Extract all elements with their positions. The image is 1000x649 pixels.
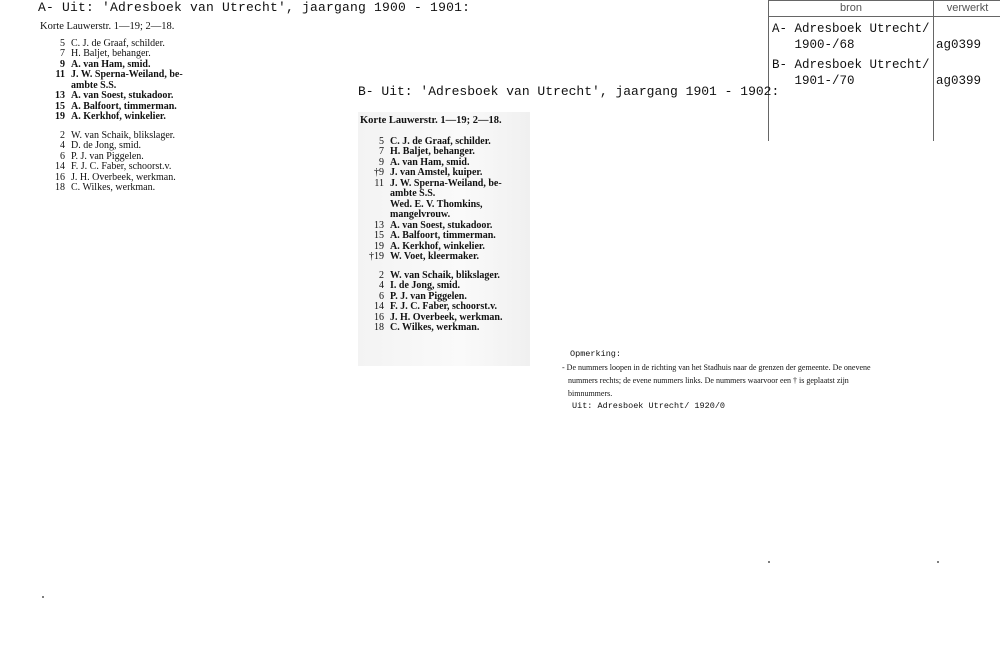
column-divider xyxy=(933,16,934,141)
house-number: 18 xyxy=(374,322,384,333)
title-b: B- Uit: 'Adresboek van Utrecht', jaargang 1901 - 1902: xyxy=(358,84,780,99)
list-item xyxy=(38,91,218,102)
list-item xyxy=(38,112,218,123)
speck xyxy=(42,596,44,598)
house-number: 13 xyxy=(55,90,65,101)
house-number: 13 xyxy=(374,219,384,231)
house-number: 9 xyxy=(379,156,384,168)
resident-text: ambte S.S. xyxy=(71,79,117,91)
resident-text: A. van Soest, stukadoor. xyxy=(71,90,174,101)
list-item xyxy=(38,183,218,194)
clipping-a-odd-list xyxy=(38,39,218,123)
house-number: 14 xyxy=(374,301,384,312)
resident-text: mangelvrouw. xyxy=(390,209,451,220)
column-header-bron: bron xyxy=(769,1,934,17)
list-item xyxy=(358,168,530,179)
list-item xyxy=(358,147,530,158)
resident-text: C. J. de Graaf, schilder. xyxy=(71,37,165,49)
list-item xyxy=(358,179,530,190)
house-number: 14 xyxy=(55,161,65,172)
speck xyxy=(937,561,939,563)
house-number: 11 xyxy=(374,177,384,189)
house-number: 5 xyxy=(379,135,384,147)
clipping-a-header: Korte Lauwerstr. 1—19; 2—18. xyxy=(40,21,175,32)
house-number: 18 xyxy=(55,182,65,193)
resident-text: J. W. Sperna-Weiland, be- xyxy=(71,69,183,80)
house-number: 11 xyxy=(55,69,65,80)
house-number: †9 xyxy=(374,167,384,178)
list-item xyxy=(358,323,530,334)
note-body: - De nummers loopen in de richting van het Stadhuis naar de grenzen der gemeente. De onevene nummers rechts; de evene nummers links. De nummers waarvoor een † is geplaatst zijn bimnummers. xyxy=(562,363,871,398)
verwerkt-a: ag0399 xyxy=(936,38,982,52)
resident-text: C. J. de Graaf, schilder. xyxy=(390,135,491,147)
resident-text: H. Baljet, behanger. xyxy=(390,146,475,157)
house-number: 19 xyxy=(55,111,65,122)
verwerkt-b: ag0399 xyxy=(936,74,982,88)
resident-text: A. Kerkhof, winkelier. xyxy=(390,240,485,252)
clipping-b-header: Korte Lauwerstr. 1—19; 2—18. xyxy=(360,115,502,126)
list-item xyxy=(38,141,218,152)
column-header-verwerkt: verwerkt xyxy=(934,1,1000,17)
resident-text: A. Kerkhof, winkelier. xyxy=(71,111,166,122)
list-item xyxy=(38,70,218,81)
house-number: 5 xyxy=(60,37,65,49)
resident-text: C. Wilkes, werkman. xyxy=(71,182,156,193)
title-a: A- Uit: 'Adresboek van Utrecht', jaargang 1900 - 1901: xyxy=(38,0,471,15)
house-number: 15 xyxy=(374,230,384,241)
list-item xyxy=(358,281,530,292)
house-number: 9 xyxy=(60,58,65,70)
house-number: 4 xyxy=(60,140,65,151)
resident-text: W. van Schaik, blikslager. xyxy=(71,129,176,141)
list-item xyxy=(38,49,218,60)
resident-text: A. van Ham, smid. xyxy=(390,156,470,168)
house-number: 6 xyxy=(379,290,384,302)
house-number xyxy=(358,189,390,200)
house-number: 16 xyxy=(374,311,384,323)
note-heading: Opmerking: xyxy=(570,349,622,359)
clipping-a xyxy=(38,22,218,194)
resident-text: H. Baljet, behanger. xyxy=(71,48,151,59)
resident-text: D. de Jong, smid. xyxy=(71,140,141,151)
list-item xyxy=(38,162,218,173)
clipping-b-odd-list xyxy=(358,137,530,263)
resident-text: F. J. C. Faber, schoorst.v. xyxy=(390,301,498,312)
resident-text: W. Voet, kleermaker. xyxy=(390,251,479,262)
resident-text: A. van Ham, smid. xyxy=(71,58,151,70)
house-number: †19 xyxy=(369,251,384,262)
house-number: 16 xyxy=(55,171,65,183)
speck xyxy=(768,561,770,563)
resident-text: J. H. Overbeek, werkman. xyxy=(390,311,503,323)
resident-text: P. J. van Piggelen. xyxy=(71,150,144,162)
resident-text: J. H. Overbeek, werkman. xyxy=(71,171,176,183)
remark-note xyxy=(562,348,892,413)
house-number: 4 xyxy=(379,280,384,291)
source-b: B- Adresboek Utrecht/ 1901-/70 xyxy=(772,58,930,88)
house-number xyxy=(358,200,390,211)
resident-text: F. J. C. Faber, schoorst.v. xyxy=(71,161,172,172)
resident-text: A. van Soest, stukadoor. xyxy=(390,219,493,231)
house-number: 6 xyxy=(60,150,65,162)
house-number xyxy=(358,210,390,221)
note-source: Uit: Adresboek Utrecht/ 1920/0 xyxy=(572,401,726,411)
clipping-b-even-list xyxy=(358,271,530,334)
resident-text: A. Balfoort, timmerman. xyxy=(390,230,496,241)
house-number: 15 xyxy=(55,100,65,112)
clipping-a-even-list xyxy=(38,131,218,194)
house-number: 2 xyxy=(379,269,384,281)
house-number: 7 xyxy=(60,48,65,59)
house-number: 7 xyxy=(379,146,384,157)
house-number: 19 xyxy=(374,240,384,252)
resident-text: W. van Schaik, blikslager. xyxy=(390,269,500,281)
list-item xyxy=(358,252,530,263)
resident-text: I. de Jong, smid. xyxy=(390,280,461,291)
resident-text: P. J. van Piggelen. xyxy=(390,290,467,302)
clipping-b xyxy=(358,112,530,366)
source-a: A- Adresboek Utrecht/ 1900-/68 xyxy=(772,22,930,52)
list-item xyxy=(358,189,530,200)
house-number: 2 xyxy=(60,129,65,141)
resident-text: ambte S.S. xyxy=(390,188,436,199)
list-item xyxy=(358,210,530,221)
list-item xyxy=(358,302,530,313)
list-item xyxy=(358,231,530,242)
source-table xyxy=(768,0,1000,141)
resident-text: C. Wilkes, werkman. xyxy=(390,322,480,333)
resident-text: J. van Amstel, kuiper. xyxy=(390,167,483,178)
resident-text: Wed. E. V. Thomkins, xyxy=(390,198,483,210)
resident-text: A. Balfoort, timmerman. xyxy=(71,100,177,112)
resident-text: J. W. Sperna-Weiland, be- xyxy=(390,177,502,189)
